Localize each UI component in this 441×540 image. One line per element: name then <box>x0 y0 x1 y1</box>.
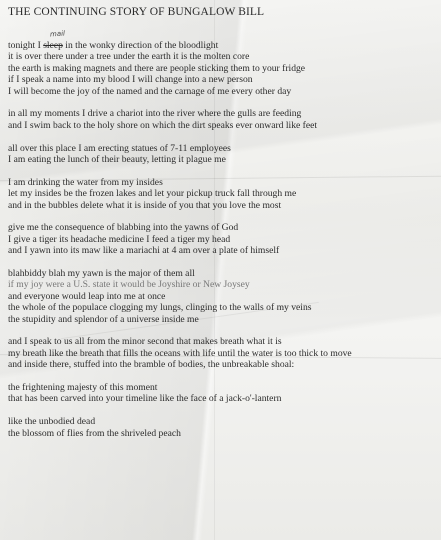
poem-line: in all my moments I drive a chariot into the river where the gulls are feeding <box>8 108 302 120</box>
poem-line: and I yawn into its maw like a mariachi at 4 am over a plate of himself <box>8 245 280 257</box>
poem-line: let my insides be the frozen lakes and let your pickup truck fall through me <box>8 188 297 200</box>
poem-line: the blossom of flies from the shriveled peach <box>8 427 181 439</box>
stanza-gap <box>8 97 441 108</box>
poem-line: I am eating the lunch of their beauty, letting it plague me <box>8 154 226 166</box>
poem-line: I am drinking the water from my insides <box>8 176 163 188</box>
stanza-gap <box>8 165 441 176</box>
poem-body <box>8 40 441 439</box>
poem-line: and I swim back to the holy shore on which the dirt speaks ever onward like feet <box>8 119 318 131</box>
stanza-gap <box>8 131 441 142</box>
poem-line: I give a tiger its headache medicine I feed a tiger my head <box>8 233 231 245</box>
poem-line-text: tonight I <box>8 40 44 51</box>
poem-line: all over this place I am erecting statues of 7-11 employees <box>8 142 231 154</box>
poem-line: the stupidity and splendor of a universe inside me <box>8 313 199 325</box>
poem-line: the whole of the populace clogging my lungs, clinging to the walls of my veins <box>8 302 312 314</box>
poem-line: and inside there, stuffed into the bramble of bodies, the unbreakable shoal: <box>8 359 295 371</box>
poem-stanza <box>8 108 441 131</box>
poem-title: THE CONTINUING STORY OF BUNGALOW BILL <box>8 6 265 18</box>
stanza-gap <box>8 325 441 336</box>
poem-line: the earth is making magnets and there are people sticking them to your fridge <box>8 62 306 74</box>
struck-word: sleep <box>43 40 63 51</box>
poem-line: I will become the joy of the named and the carnage of me every other day <box>8 85 292 97</box>
stanza-gap <box>8 257 441 268</box>
poem-stanza <box>8 382 441 405</box>
poem-line: blahbiddy blah my yawn is the major of them all <box>8 268 195 280</box>
poem-line <box>8 40 441 51</box>
poem-line: the frightening majesty of this moment <box>8 382 158 394</box>
poem-line: if my joy were a U.S. state it would be Joyshire or New Joysey <box>8 279 250 291</box>
poem-stanza <box>8 416 441 439</box>
stanza-gap <box>8 371 441 382</box>
poem-line: and I speak to us all from the minor second that makes breath what it is <box>8 336 282 348</box>
poem-line: that has been carved into your timeline like the face of a jack-o'-lantern <box>8 393 282 405</box>
poem-line: give me the consequence of blabbing into the yawns of God <box>8 222 239 234</box>
stanza-gap <box>8 405 441 416</box>
poem-line: like the unbodied dead <box>8 416 96 428</box>
poem-line: and in the bubbles delete what it is inside of you that you love the most <box>8 199 282 211</box>
poem-stanza <box>8 222 441 256</box>
poem-line: my breath like the breath that fills the oceans with life until the water is too thick to move <box>8 347 352 359</box>
handwritten-correction: mail <box>49 29 66 39</box>
poem-stanza <box>8 143 441 166</box>
stanza-gap <box>8 211 441 222</box>
poem-stanza <box>8 336 441 370</box>
poem-stanza <box>8 40 441 97</box>
poem-line: if I speak a name into my blood I will change into a new person <box>8 74 253 86</box>
poem-stanza <box>8 177 441 211</box>
poem-line-text: in the wonky direction of the bloodlight <box>62 40 219 51</box>
poem-stanza <box>8 268 441 325</box>
poem-line: and everyone would leap into me at once <box>8 290 166 302</box>
poem-line: it is over there under a tree under the earth it is the molten core <box>8 51 250 63</box>
